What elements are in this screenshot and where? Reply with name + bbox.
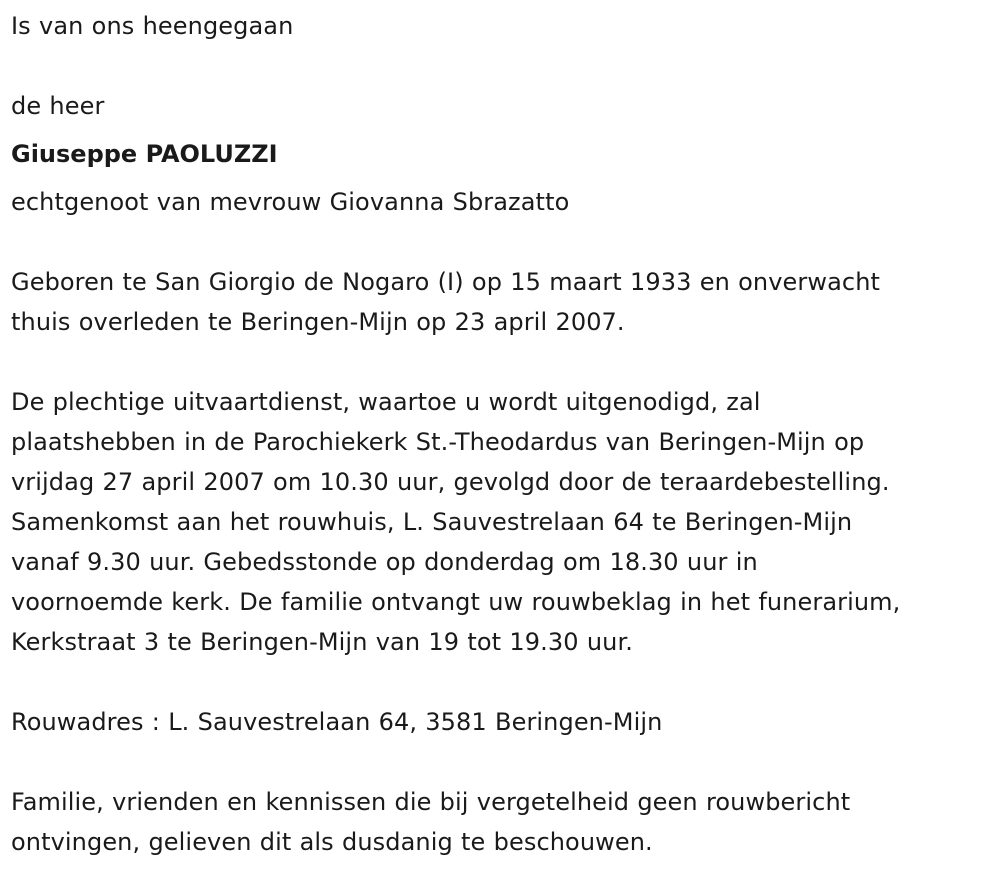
paragraph-line: voornoemde kerk. De familie ontvangt uw rouwbeklag in het funerarium, bbox=[11, 588, 901, 616]
birth-death-paragraph bbox=[11, 262, 996, 342]
paragraph-line: De plechtige uitvaartdienst, waartoe u wordt uitgenodigd, zal bbox=[11, 388, 761, 416]
paragraph-line: vanaf 9.30 uur. Gebedsstonde op donderdag om 18.30 uur in bbox=[11, 548, 758, 576]
spacer bbox=[11, 126, 996, 134]
paragraph-line: Familie, vrienden en kennissen die bij vergetelheid geen rouwbericht bbox=[11, 788, 851, 816]
paragraph-line: plaatshebben in de Parochiekerk St.-Theodardus van Beringen-Mijn op bbox=[11, 428, 865, 456]
closing-paragraph bbox=[11, 782, 996, 862]
paragraph-line: ontvingen, gelieven dit als dusdanig te beschouwen. bbox=[11, 828, 653, 856]
paragraph-line: thuis overleden te Beringen-Mijn op 23 april 2007. bbox=[11, 308, 625, 336]
service-paragraph bbox=[11, 382, 996, 662]
spacer bbox=[11, 342, 996, 382]
paragraph-line: Geboren te San Giorgio de Nogaro (I) op 15 maart 1933 en onverwacht bbox=[11, 268, 881, 296]
spouse-line: echtgenoot van mevrouw Giovanna Sbrazatto bbox=[11, 188, 570, 216]
obituary-notice bbox=[11, 0, 996, 862]
paragraph-line: Samenkomst aan het rouwhuis, L. Sauvestrelaan 64 te Beringen-Mijn bbox=[11, 508, 853, 536]
funeral-address: Rouwadres : L. Sauvestrelaan 64, 3581 Beringen-Mijn bbox=[11, 708, 663, 736]
spacer bbox=[11, 46, 996, 86]
deceased-name: Giuseppe PAOLUZZI bbox=[11, 140, 278, 168]
spacer bbox=[11, 742, 996, 782]
spacer bbox=[11, 222, 996, 262]
paragraph-line: vrijdag 27 april 2007 om 10.30 uur, gevolgd door de teraardebestelling. bbox=[11, 468, 890, 496]
salutation: de heer bbox=[11, 92, 105, 120]
opening-line: Is van ons heengegaan bbox=[11, 12, 294, 40]
spacer bbox=[11, 662, 996, 702]
paragraph-line: Kerkstraat 3 te Beringen-Mijn van 19 tot 19.30 uur. bbox=[11, 628, 633, 656]
spacer bbox=[11, 174, 996, 182]
